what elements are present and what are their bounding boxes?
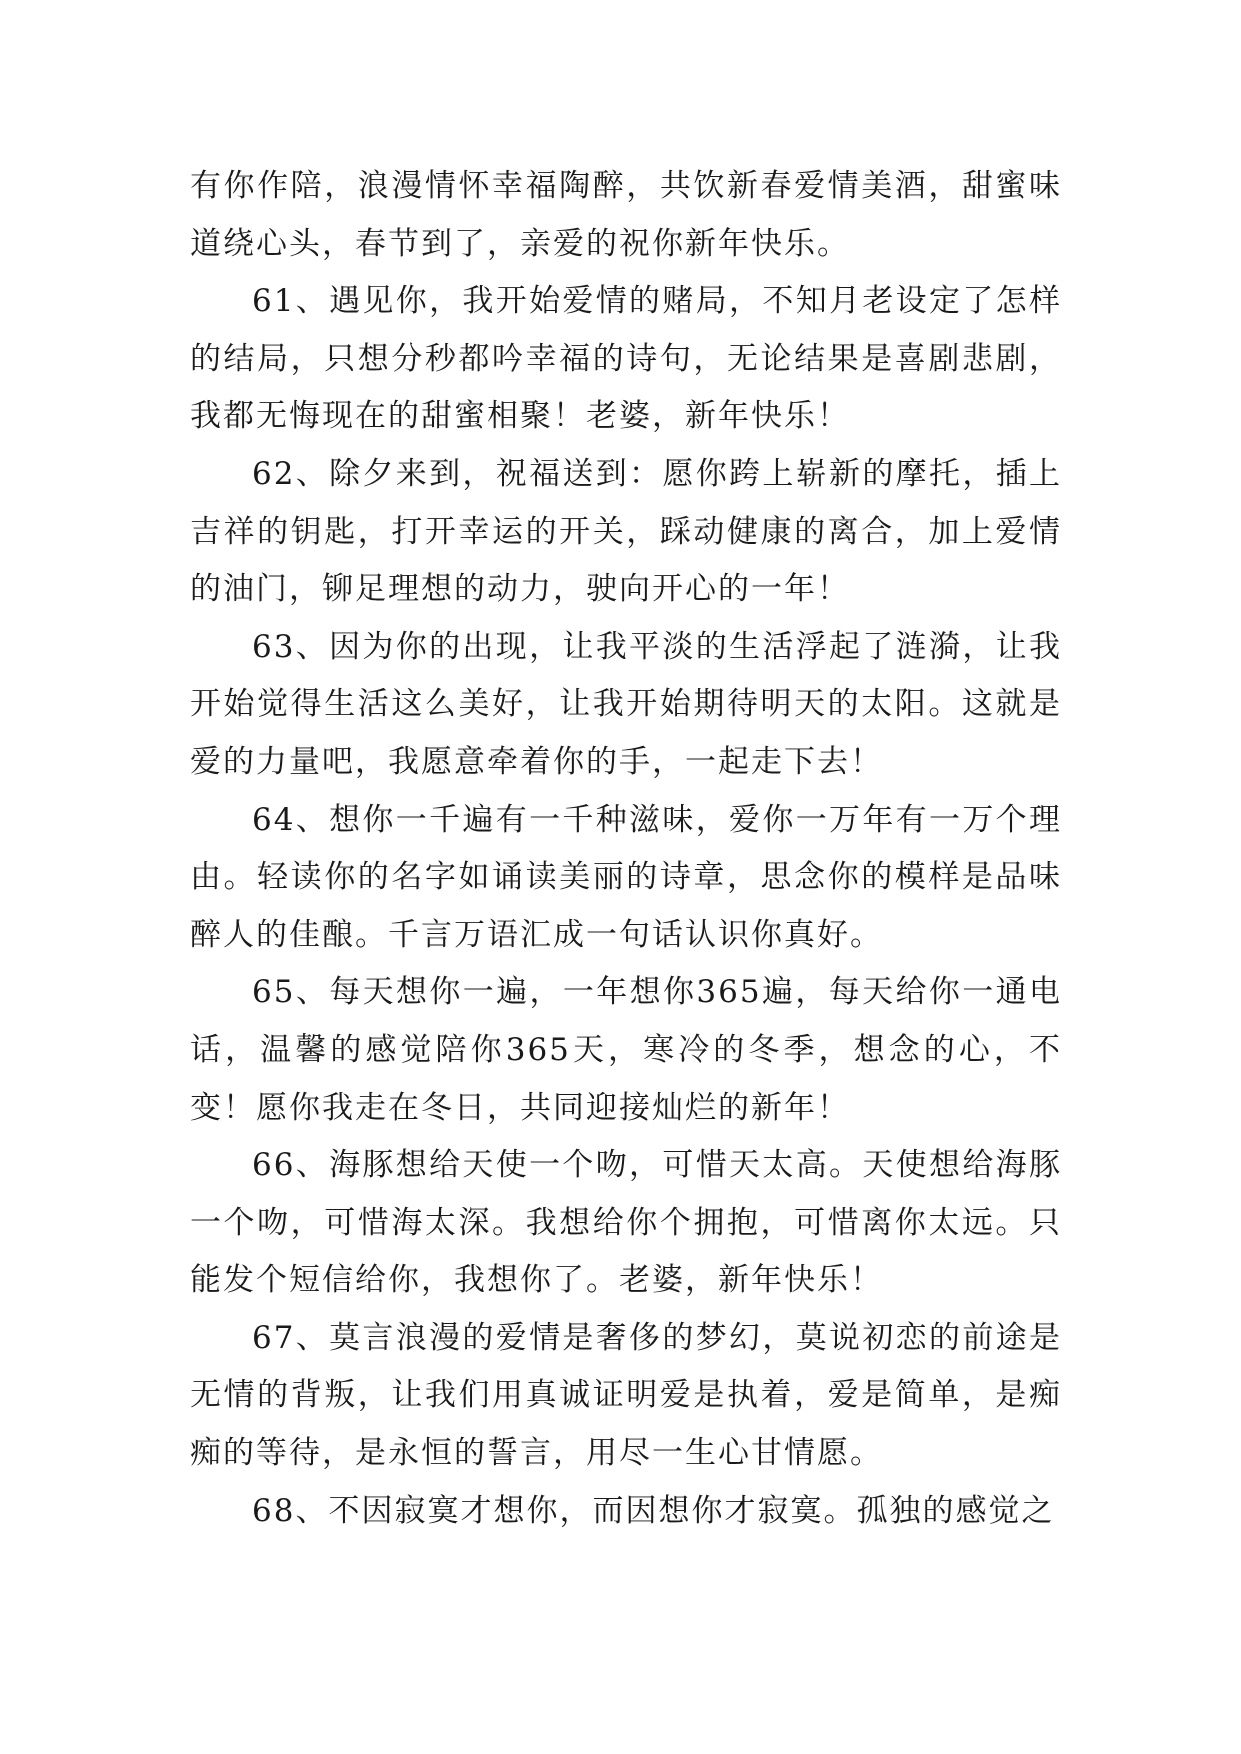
paragraph-62: 62、除夕来到，祝福送到：愿你跨上崭新的摩托，插上吉祥的钥匙，打开幸运的开关，踩动健康的离合，加上爱情的油门，铆足理想的动力，驶向开心的一年！ — [190, 455, 1062, 608]
paragraph-65: 65、每天想你一遍，一年想你365遍，每天给你一通电话，温馨的感觉陪你365天，寒冷的冬季，想念的心，不变！愿你我走在冬日，共同迎接灿烂的新年！ — [190, 974, 1062, 1126]
paragraph-66: 66、海豚想给天使一个吻，可惜天太高。天使想给海豚一个吻，可惜海太深。我想给你个拥抱，可惜离你太远。只能发个短信给你，我想你了。老婆，新年快乐！ — [190, 1147, 1062, 1299]
paragraph-63: 63、因为你的出现，让我平淡的生活浮起了涟漪，让我开始觉得生活这么美好，让我开始期待明天的太阳。这就是爱的力量吧，我愿意牵着你的手，一起走下去！ — [190, 628, 1062, 780]
paragraph-continued: 有你作陪，浪漫情怀幸福陶醉，共饮新春爱情美酒，甜蜜味道绕心头，春节到了，亲爱的祝你新年快乐。 — [190, 168, 1062, 262]
paragraph-61: 61、遇见你，我开始爱情的赌局，不知月老设定了怎样的结局，只想分秒都吟幸福的诗句，无论结果是喜剧悲剧，我都无悔现在的甜蜜相聚！老婆，新年快乐！ — [190, 283, 1062, 435]
document-body — [190, 158, 1062, 1540]
paragraph-67: 67、莫言浪漫的爱情是奢侈的梦幻，莫说初恋的前途是无情的背叛，让我们用真诚证明爱是执着，爱是简单，是痴痴的等待，是永恒的誓言，用尽一生心甘情愿。 — [190, 1319, 1062, 1472]
paragraph-68: 68、不因寂寞才想你，而因想你才寂寞。孤独的感觉之 — [252, 1492, 1055, 1529]
paragraph-64: 64、想你一千遍有一千种滋味，爱你一万年有一万个理由。轻读你的名字如诵读美丽的诗章，思念你的模样是品味醉人的佳酿。千言万语汇成一句话认识你真好。 — [190, 801, 1062, 953]
